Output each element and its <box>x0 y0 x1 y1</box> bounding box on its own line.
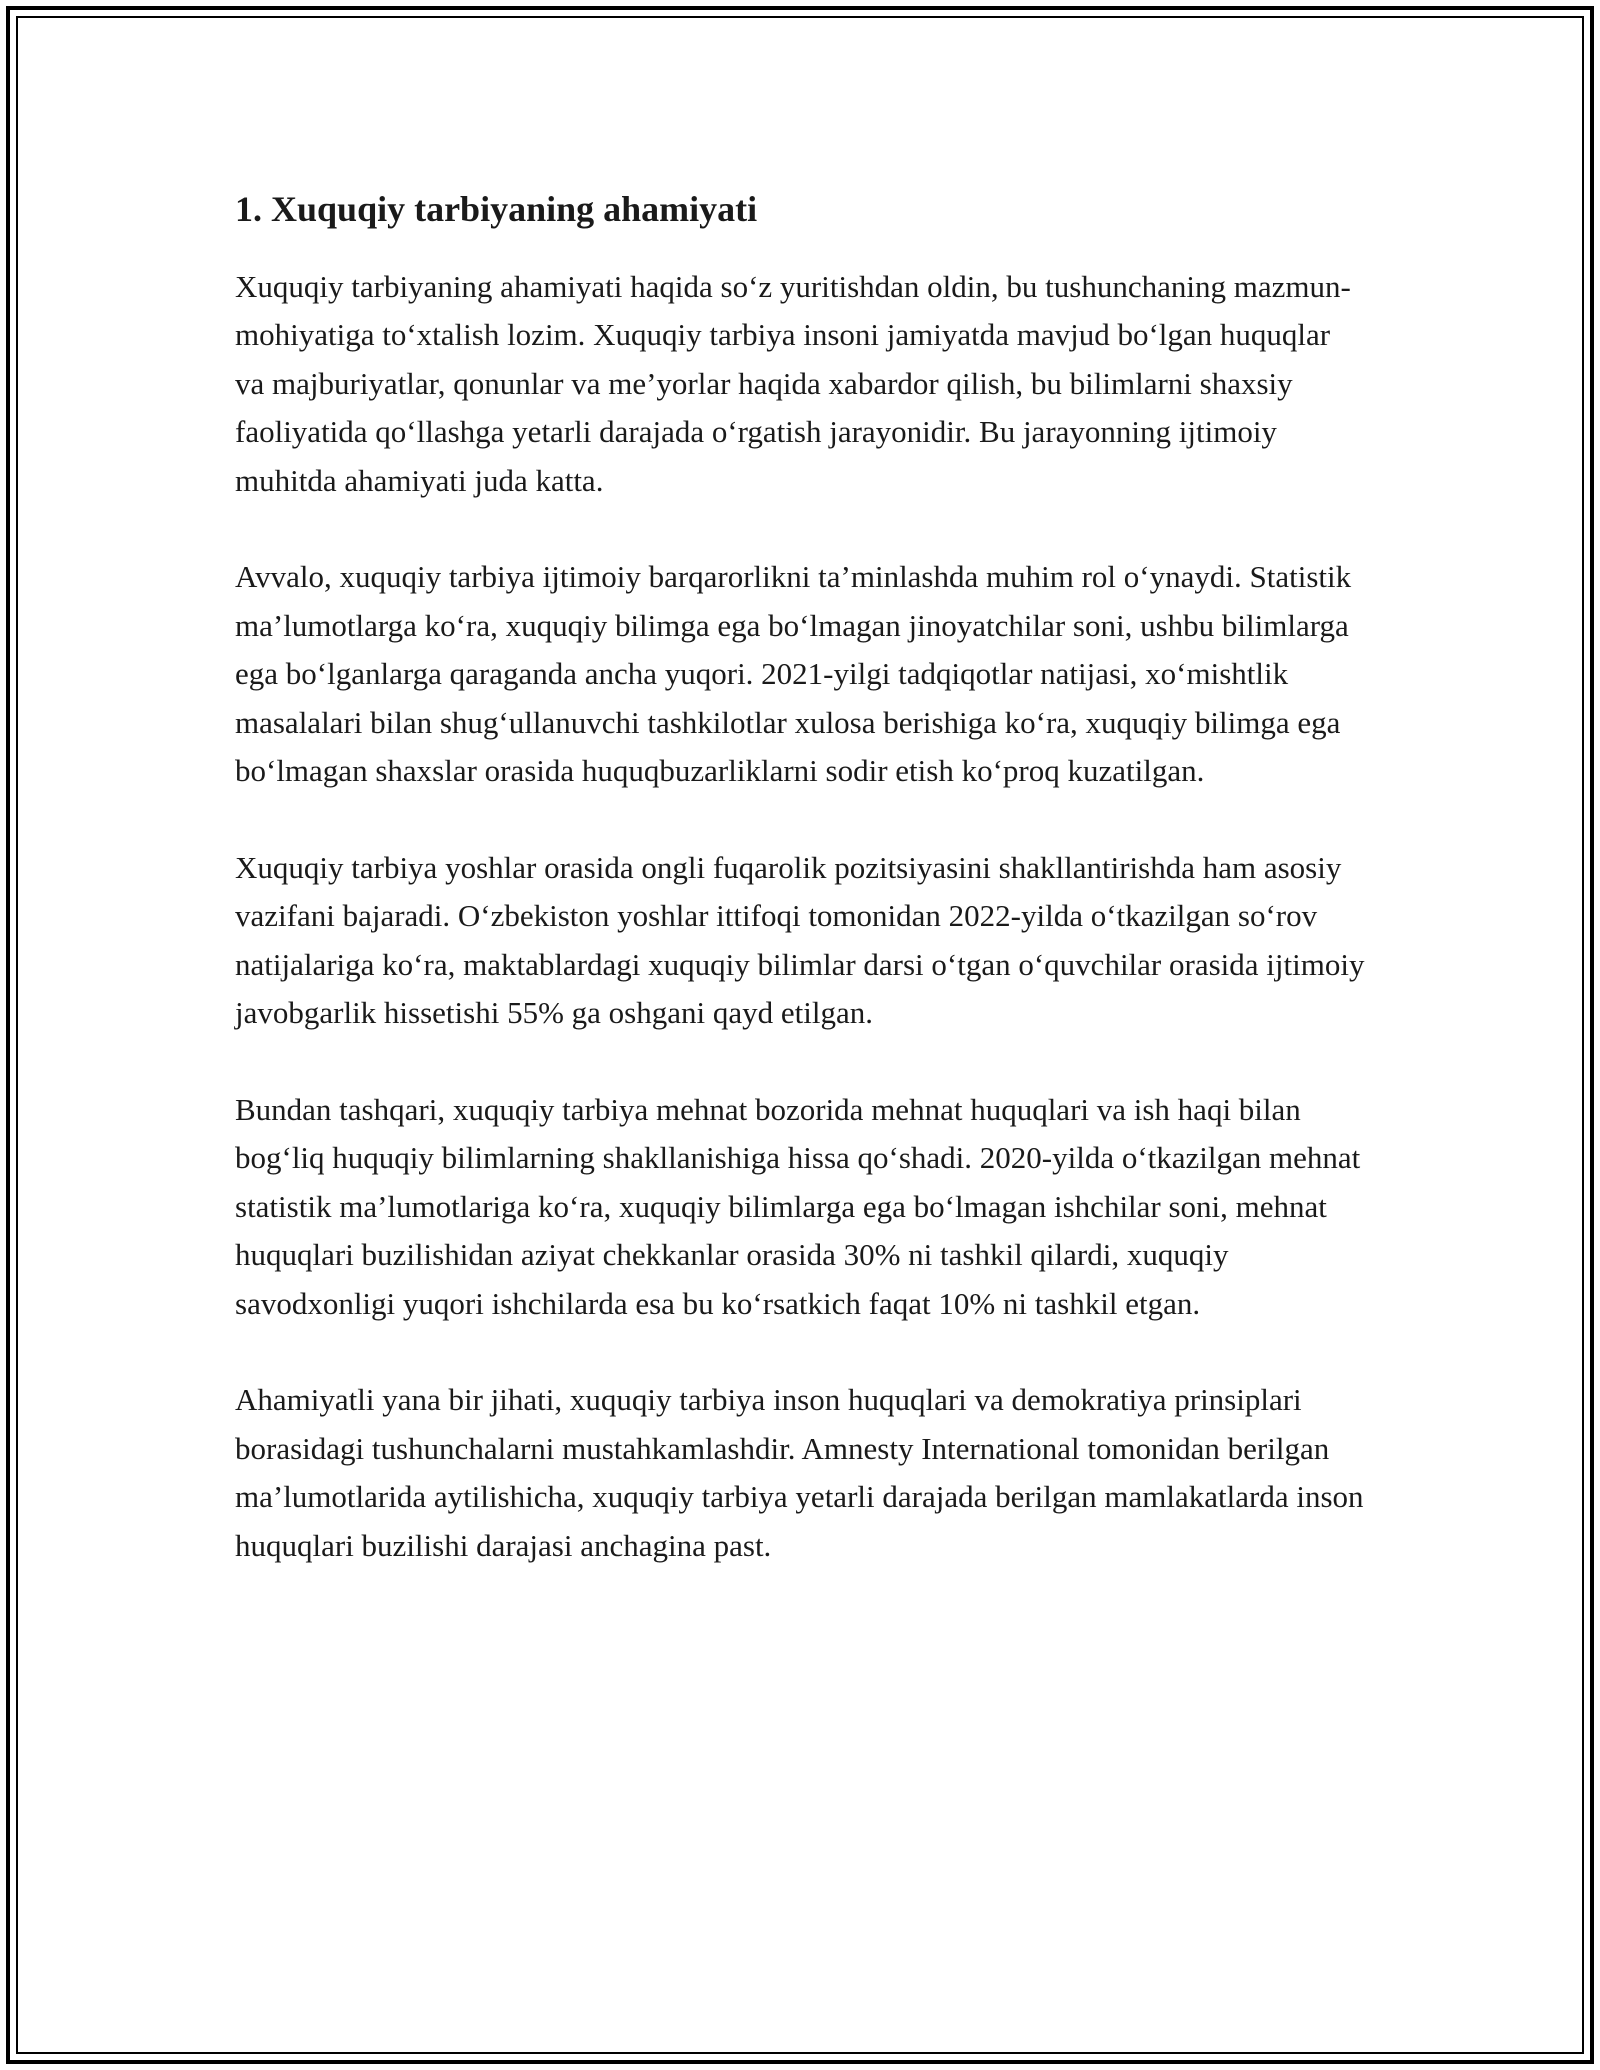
document-body <box>235 186 1365 1618</box>
paragraph-labor-rights: Bundan tashqari, xuquqiy tarbiya mehnat bozorida mehnat huquqlari va ish haqi bilan bog‘liq huquqiy bilimlarning shakllanishiga hissa qo‘shadi. 2020-yilda o‘tkazilgan mehnat statistik ma’lumotlariga ko‘ra, xuquqiy bilimlarga ega bo‘lmagan ishchilar soni, mehnat huquqlari buzilishidan aziyat chekkanlar orasida 30% ni tashkil qilardi, xuquqiy savodxonligi yuqori ishchilarda esa bu ko‘rsatkich faqat 10% ni tashkil etgan. <box>235 1091 1361 1321</box>
document-title: 1. Xuquqiy tarbiyaning ahamiyati <box>235 189 758 229</box>
paragraph-youth-citizenship: Xuquqiy tarbiya yoshlar orasida ongli fuqarolik pozitsiyasini shakllantirishda ham asosiy vazifani bajaradi. O‘zbekiston yoshlar ittifoqi tomonidan 2022-yilda o‘tkazilgan so‘rov natijalariga ko‘ra, maktablardagi xuquqiy bilimlar darsi o‘tgan o‘quvchilar orasida ijtimoiy javobgarlik hissetishi 55% ga oshgani qayd etilgan. <box>235 849 1365 1031</box>
paragraph-introduction: Xuquqiy tarbiyaning ahamiyati haqida so‘z yuritishdan oldin, bu tushunchaning mazmun-mohiyatiga to‘xtalish lozim. Xuquqiy tarbiya insoni jamiyatda mavjud bo‘lgan huquqlar va majburiyatlar, qonunlar va me’yorlar haqida xabardor qilish, bu bilimlarni shaxsiy faoliyatida qo‘llashga yetarli darajada o‘rgatish jarayonidir. Bu jarayonning ijtimoiy muhitda ahamiyati juda katta. <box>235 268 1351 498</box>
paragraph-human-rights: Ahamiyatli yana bir jihati, xuquqiy tarbiya inson huquqlari va demokratiya prinsiplari borasidagi tushunchalarni mustahkamlashdir. Amnesty International tomonidan berilgan ma’lumotlarida aytilishicha, xuquqiy tarbiya yetarli darajada berilgan mamlakatlarda inson huquqlari buzilishi darajasi anchagina past. <box>235 1382 1364 1563</box>
paragraph-social-stability: Avvalo, xuquqiy tarbiya ijtimoiy barqarorlikni ta’minlashda muhim rol o‘ynaydi. Statistik ma’lumotlarga ko‘ra, xuquqiy bilimga ega bo‘lmagan jinoyatchilar soni, ushbu bilimlarga ega bo‘lganlarga qaraganda ancha yuqori. 2021-yilgi tadqiqotlar natijasi, xo‘mishtlik masalalari bilan shug‘ullanuvchi tashkilotlar xulosa berishiga ko‘ra, xuquqiy bilimga ega bo‘lmagan shaxslar orasida huquqbuzarliklarni sodir etish ko‘proq kuzatilgan. <box>235 559 1352 789</box>
